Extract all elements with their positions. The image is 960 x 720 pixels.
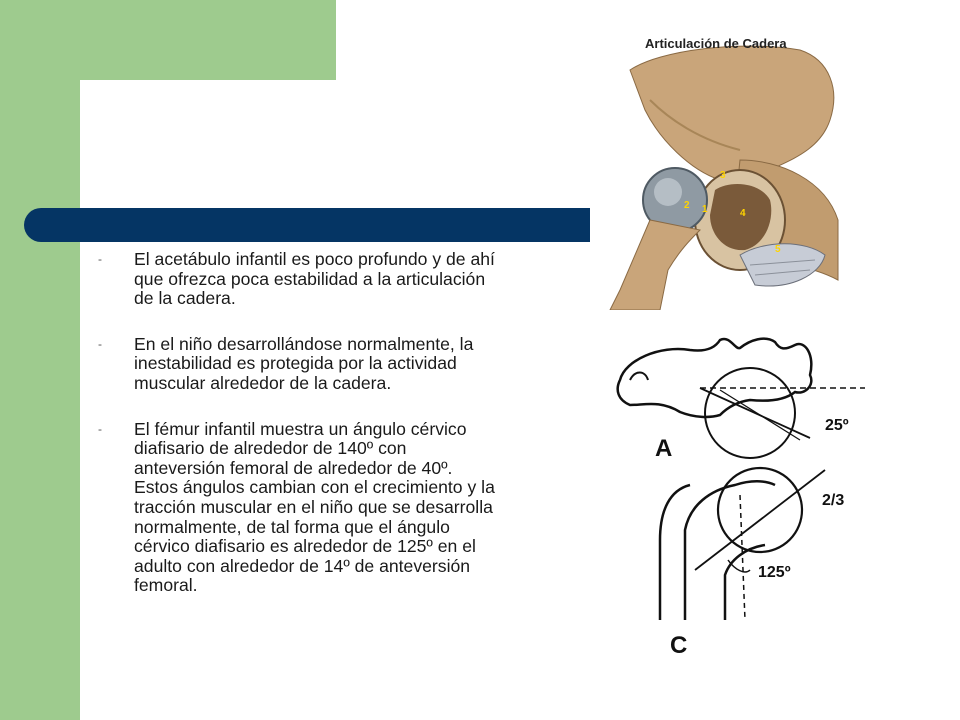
bullet-marker: -: [98, 421, 102, 436]
hip-joint-image: [590, 30, 840, 310]
white-corner-curve: [80, 80, 140, 140]
bullet-item: [98, 420, 498, 596]
bullet-marker: -: [98, 252, 102, 266]
figure-a-label: A: [655, 435, 673, 462]
hip-label-1: 1: [702, 204, 708, 215]
bullet-item: [98, 335, 498, 394]
green-sidebar: [0, 0, 80, 720]
angle-c-label: 125º: [758, 564, 791, 581]
angle-a-label: 25º: [825, 417, 849, 434]
hip-label-5: 5: [775, 244, 781, 255]
bullet-item: [98, 250, 498, 309]
green-top-block: [80, 0, 336, 80]
hip-label-3: 3: [720, 170, 726, 181]
hip-figure-title: Articulación de Cadera: [645, 36, 787, 51]
bullet-marker: -: [98, 336, 102, 351]
femoral-angle-diagram: [600, 320, 880, 670]
hip-label-4: 4: [740, 208, 746, 219]
bullet-list: [98, 250, 498, 622]
bullet-text: El acetábulo infantil es poco profundo y de ahí que ofrezca poca estabilidad a la articulación de la cadera.: [134, 249, 495, 309]
ratio-label: 2/3: [822, 492, 845, 509]
figure-c-label: C: [670, 632, 688, 659]
hip-label-2: 2: [684, 200, 690, 211]
bullet-text: El fémur infantil muestra un ángulo cérvico diafisario de alrededor de 140º con anteversión femoral de alrededor de 40º. Estos ángulos cambian con el crecimiento y la tracción muscular en el niño que se desarrolla normalmente, de tal forma que el ángulo cérvico diafisario es alrededor de 125º en el adulto con alrededor de 14º de anteversión femoral.: [134, 418, 495, 596]
bullet-text: En el niño desarrollándose normalmente, la inestabilidad es protegida por la actividad muscular alrededor de la cadera.: [134, 333, 474, 393]
title-band: [24, 208, 604, 242]
